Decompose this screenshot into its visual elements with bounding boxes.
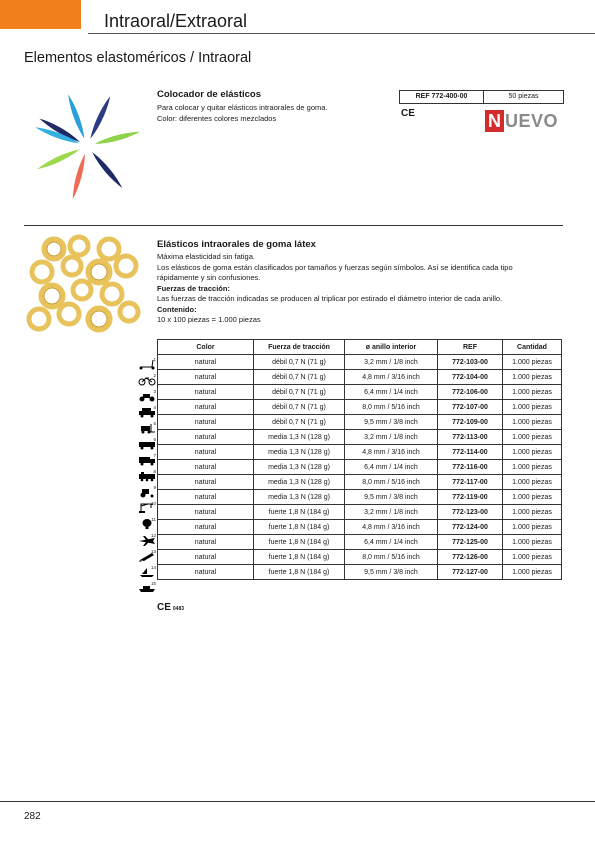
symbol-number: 4 xyxy=(153,405,156,410)
cell-quantity: 1.000 piezas xyxy=(503,520,562,535)
symbol-number: 12 xyxy=(150,533,156,538)
cell-quantity: 1.000 piezas xyxy=(503,550,562,565)
cell-ref: 772-119-00 xyxy=(438,490,503,505)
cell-diameter: 8,0 mm / 5/16 inch xyxy=(345,550,438,565)
cell-ref: 772-113-00 xyxy=(438,430,503,445)
product2-line1: Máxima elasticidad sin fatiga. xyxy=(157,252,255,261)
elastic-placer-image xyxy=(22,86,152,206)
cell-quantity: 1.000 piezas xyxy=(503,400,562,415)
symbol-number: 8 xyxy=(153,469,156,474)
product1-qty: 50 piezas xyxy=(508,93,539,100)
cell-diameter: 9,5 mm / 3/8 inch xyxy=(345,565,438,580)
table-row xyxy=(158,475,562,490)
cell-quantity: 1.000 piezas xyxy=(503,370,562,385)
cell-color: natural xyxy=(158,385,254,400)
table-row xyxy=(158,565,562,580)
cell-ref: 772-125-00 xyxy=(438,535,503,550)
table-row xyxy=(158,355,562,370)
cell-force: débil 0,7 N (71 g) xyxy=(254,400,345,415)
latex-elastics-image xyxy=(24,234,144,339)
page-title: Intraoral/Extraoral xyxy=(104,11,248,31)
header-diameter: ø anillo interior xyxy=(345,340,438,355)
airplane-icon xyxy=(128,532,156,548)
symbol-number: 11 xyxy=(151,517,156,522)
train-icon xyxy=(128,468,156,484)
header-rule xyxy=(88,33,595,34)
ce-mark: CE xyxy=(401,108,415,119)
ce-mark-text: CE xyxy=(157,602,171,613)
cell-ref: 772-123-00 xyxy=(438,505,503,520)
symbol-number: 15 xyxy=(150,581,156,586)
cell-color: natural xyxy=(158,505,254,520)
cell-quantity: 1.000 piezas xyxy=(503,490,562,505)
footer-rule xyxy=(0,801,595,802)
cell-ref: 772-117-00 xyxy=(438,475,503,490)
cell-diameter: 8,0 mm / 5/16 inch xyxy=(345,400,438,415)
table-row xyxy=(158,550,562,565)
section-title: Elementos elastoméricos / Intraoral xyxy=(24,50,252,66)
cell-force: fuerte 1,8 N (184 g) xyxy=(254,565,345,580)
cell-color: natural xyxy=(158,415,254,430)
symbol-number: 10 xyxy=(150,501,156,506)
cell-force: media 1,3 N (128 g) xyxy=(254,460,345,475)
cell-diameter: 4,8 mm / 3/16 inch xyxy=(345,445,438,460)
cell-ref: 772-109-00 xyxy=(438,415,503,430)
cell-color: natural xyxy=(158,475,254,490)
cell-quantity: 1.000 piezas xyxy=(503,355,562,370)
nuevo-badge-rest: UEVO xyxy=(505,110,559,131)
nuevo-badge-first-letter: N xyxy=(485,110,504,132)
symbol-number: 14 xyxy=(150,565,156,570)
table-row xyxy=(158,490,562,505)
cell-color: natural xyxy=(158,550,254,565)
cell-force: media 1,3 N (128 g) xyxy=(254,490,345,505)
table-row xyxy=(158,430,562,445)
cell-color: natural xyxy=(158,490,254,505)
cell-diameter: 6,4 mm / 1/4 inch xyxy=(345,535,438,550)
symbol-number: 3 xyxy=(153,389,156,394)
cell-ref: 772-114-00 xyxy=(438,445,503,460)
cell-color: natural xyxy=(158,520,254,535)
section-divider xyxy=(24,225,563,226)
cell-ref: 772-116-00 xyxy=(438,460,503,475)
cell-force: media 1,3 N (128 g) xyxy=(254,445,345,460)
header-force: Fuerza de tracción xyxy=(254,340,345,355)
car-icon xyxy=(128,404,156,420)
cell-force: débil 0,7 N (71 g) xyxy=(254,370,345,385)
cell-force: media 1,3 N (128 g) xyxy=(254,430,345,445)
product1-desc1: Para colocar y quitar elásticos intraorales de goma. xyxy=(157,103,328,112)
cell-force: media 1,3 N (128 g) xyxy=(254,475,345,490)
symbol-number: 13 xyxy=(150,549,156,554)
cell-quantity: 1.000 piezas xyxy=(503,535,562,550)
cell-quantity: 1.000 piezas xyxy=(503,475,562,490)
product1-desc2: Color: diferentes colores mezclados xyxy=(157,113,277,123)
cell-force: débil 0,7 N (71 g) xyxy=(254,355,345,370)
header-color: Color xyxy=(158,340,254,355)
table-row xyxy=(158,460,562,475)
header-quantity: Cantidad xyxy=(503,340,562,355)
product1-ref: REF 772-400-00 xyxy=(400,91,484,103)
rocket-icon xyxy=(128,548,156,564)
cell-diameter: 3,2 mm / 1/8 inch xyxy=(345,355,438,370)
nuevo-badge xyxy=(485,110,558,132)
product2-line3: rápidamente y sin confusiones. xyxy=(157,273,261,282)
force-heading: Fuerzas de tracción: xyxy=(157,283,230,293)
cell-diameter: 4,8 mm / 3/16 inch xyxy=(345,520,438,535)
symbol-number: 5 xyxy=(153,421,156,426)
cell-diameter: 6,4 mm / 1/4 inch xyxy=(345,385,438,400)
table-header-row xyxy=(158,340,562,355)
symbol-number: 1 xyxy=(153,357,156,362)
cell-ref: 772-124-00 xyxy=(438,520,503,535)
table-row xyxy=(158,400,562,415)
cell-ref: 772-103-00 xyxy=(438,355,503,370)
symbol-number: 2 xyxy=(153,373,156,378)
cell-force: fuerte 1,8 N (184 g) xyxy=(254,505,345,520)
cell-color: natural xyxy=(158,355,254,370)
cell-quantity: 1.000 piezas xyxy=(503,460,562,475)
cell-color: natural xyxy=(158,400,254,415)
cell-force: fuerte 1,8 N (184 g) xyxy=(254,535,345,550)
cell-ref: 772-126-00 xyxy=(438,550,503,565)
cell-ref: 772-104-00 xyxy=(438,370,503,385)
product2-title: Elásticos intraorales de goma látex xyxy=(157,239,316,250)
ship-icon xyxy=(128,580,156,596)
symbol-number: 6 xyxy=(153,437,156,442)
cell-quantity: 1.000 piezas xyxy=(503,415,562,430)
cell-diameter: 3,2 mm / 1/8 inch xyxy=(345,505,438,520)
cell-color: natural xyxy=(158,565,254,580)
cell-quantity: 1.000 piezas xyxy=(503,385,562,400)
cell-color: natural xyxy=(158,370,254,385)
cell-force: débil 0,7 N (71 g) xyxy=(254,385,345,400)
cell-ref: 772-127-00 xyxy=(438,565,503,580)
cell-diameter: 6,4 mm / 1/4 inch xyxy=(345,460,438,475)
motorcycle-icon xyxy=(128,388,156,404)
bicycle-icon xyxy=(128,372,156,388)
symbol-column xyxy=(128,356,156,596)
cell-color: natural xyxy=(158,460,254,475)
cell-color: natural xyxy=(158,535,254,550)
cell-quantity: 1.000 piezas xyxy=(503,445,562,460)
force-text: Las fuerzas de tracción indicadas se producen al triplicar por estirado el diámetro interior de cada anillo. xyxy=(157,294,503,303)
page-number: 282 xyxy=(24,811,41,822)
content-heading: Contenido: xyxy=(157,304,197,314)
bus-icon xyxy=(128,436,156,452)
elastics-table xyxy=(157,339,562,580)
cell-force: fuerte 1,8 N (184 g) xyxy=(254,550,345,565)
sailboat-icon xyxy=(128,564,156,580)
cell-color: natural xyxy=(158,430,254,445)
cell-force: débil 0,7 N (71 g) xyxy=(254,415,345,430)
cell-color: natural xyxy=(158,445,254,460)
content-text: 10 x 100 piezas = 1.000 piezas xyxy=(157,315,261,324)
table-row xyxy=(158,370,562,385)
table-row xyxy=(158,535,562,550)
scooter-icon xyxy=(128,356,156,372)
cell-quantity: 1.000 piezas xyxy=(503,430,562,445)
table-row xyxy=(158,415,562,430)
cell-diameter: 9,5 mm / 3/8 inch xyxy=(345,490,438,505)
notified-body-number: 0483 xyxy=(172,606,185,612)
table-row xyxy=(158,520,562,535)
forklift-icon xyxy=(128,420,156,436)
cell-ref: 772-107-00 xyxy=(438,400,503,415)
header-ref: REF xyxy=(438,340,503,355)
cell-diameter: 8,0 mm / 5/16 inch xyxy=(345,475,438,490)
balloon-icon xyxy=(128,516,156,532)
table-row xyxy=(158,445,562,460)
table-row xyxy=(158,385,562,400)
cell-diameter: 4,8 mm / 3/16 inch xyxy=(345,370,438,385)
cell-quantity: 1.000 piezas xyxy=(503,565,562,580)
cell-force: fuerte 1,8 N (184 g) xyxy=(254,520,345,535)
product1-title: Colocador de elásticos xyxy=(157,89,262,100)
product2-line2: Los elásticos de goma están clasificados por tamaños y fuerzas según símbolos. Así se identifica cada tipo xyxy=(157,262,513,272)
cell-quantity: 1.000 piezas xyxy=(503,505,562,520)
tractor-icon xyxy=(128,484,156,500)
ce-mark-notified xyxy=(157,602,184,613)
symbol-number: 9 xyxy=(153,485,156,490)
cell-diameter: 9,5 mm / 3/8 inch xyxy=(345,415,438,430)
cell-ref: 772-106-00 xyxy=(438,385,503,400)
product1-ref-box xyxy=(399,90,564,104)
product2-block xyxy=(157,239,557,326)
product1-block xyxy=(157,89,417,124)
crane-icon xyxy=(128,500,156,516)
table-row xyxy=(158,505,562,520)
truck-icon xyxy=(128,452,156,468)
symbol-number: 7 xyxy=(153,453,156,458)
orange-tab xyxy=(0,0,81,29)
cell-diameter: 3,2 mm / 1/8 inch xyxy=(345,430,438,445)
